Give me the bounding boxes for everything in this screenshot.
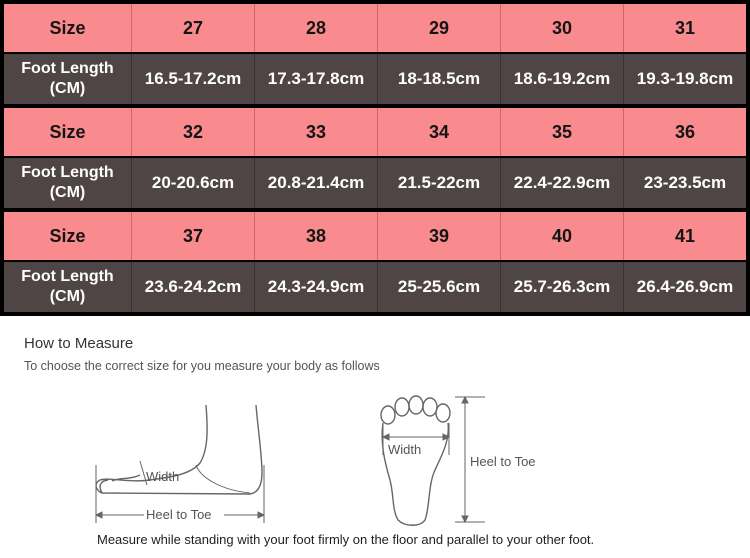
size-row	[4, 212, 746, 260]
foot-length-row	[4, 54, 746, 104]
size-cell: 35	[501, 108, 624, 156]
foot-length-cell: 20.8-21.4cm	[255, 158, 378, 208]
foot-length-cell: 25-25.6cm	[378, 262, 501, 312]
foot-length-cell: 26.4-26.9cm	[624, 262, 746, 312]
foot-length-cell: 22.4-22.9cm	[501, 158, 624, 208]
size-cell: 28	[255, 4, 378, 52]
how-to-measure-subtitle: To choose the correct size for you measure your body as follows	[24, 359, 380, 373]
top-width-label: Width	[388, 442, 422, 457]
how-to-measure-title: How to Measure	[24, 335, 134, 352]
foot-length-cell: 16.5-17.2cm	[132, 54, 255, 104]
foot-length-label: Foot Length (CM)	[4, 54, 132, 104]
size-label: Size	[4, 4, 132, 52]
size-cell: 32	[132, 108, 255, 156]
size-cell: 30	[501, 4, 624, 52]
side-length-label: Heel to Toe	[146, 507, 212, 522]
size-cell: 38	[255, 212, 378, 260]
foot-length-cell: 24.3-24.9cm	[255, 262, 378, 312]
side-width-label: Width	[146, 469, 180, 484]
foot-length-label: Foot Length (CM)	[4, 262, 132, 312]
foot-length-cell: 17.3-17.8cm	[255, 54, 378, 104]
measure-note: Measure while standing with your foot firmly on the floor and parallel to your other foot.	[97, 532, 595, 547]
foot-length-cell: 25.7-26.3cm	[501, 262, 624, 312]
foot-length-row	[4, 262, 746, 312]
size-cell: 34	[378, 108, 501, 156]
size-cell: 39	[378, 212, 501, 260]
foot-length-cell: 19.3-19.8cm	[624, 54, 746, 104]
size-cell: 41	[624, 212, 746, 260]
size-cell: 27	[132, 4, 255, 52]
measure-diagram	[0, 385, 750, 530]
foot-length-row	[4, 158, 746, 208]
size-cell: 31	[624, 4, 746, 52]
size-cell: 29	[378, 4, 501, 52]
size-cell: 37	[132, 212, 255, 260]
top-length-label: Heel to Toe	[470, 454, 536, 469]
foot-length-cell: 23.6-24.2cm	[132, 262, 255, 312]
size-cell: 40	[501, 212, 624, 260]
size-label: Size	[4, 212, 132, 260]
size-row	[4, 108, 746, 156]
size-label: Size	[4, 108, 132, 156]
size-cell: 33	[255, 108, 378, 156]
foot-length-label: Foot Length (CM)	[4, 158, 132, 208]
size-cell: 36	[624, 108, 746, 156]
top-foot-illustration	[381, 396, 450, 525]
size-row	[4, 4, 746, 52]
foot-length-cell: 21.5-22cm	[378, 158, 501, 208]
foot-length-cell: 23-23.5cm	[624, 158, 746, 208]
foot-length-cell: 18-18.5cm	[378, 54, 501, 104]
foot-length-cell: 20-20.6cm	[132, 158, 255, 208]
foot-length-cell: 18.6-19.2cm	[501, 54, 624, 104]
